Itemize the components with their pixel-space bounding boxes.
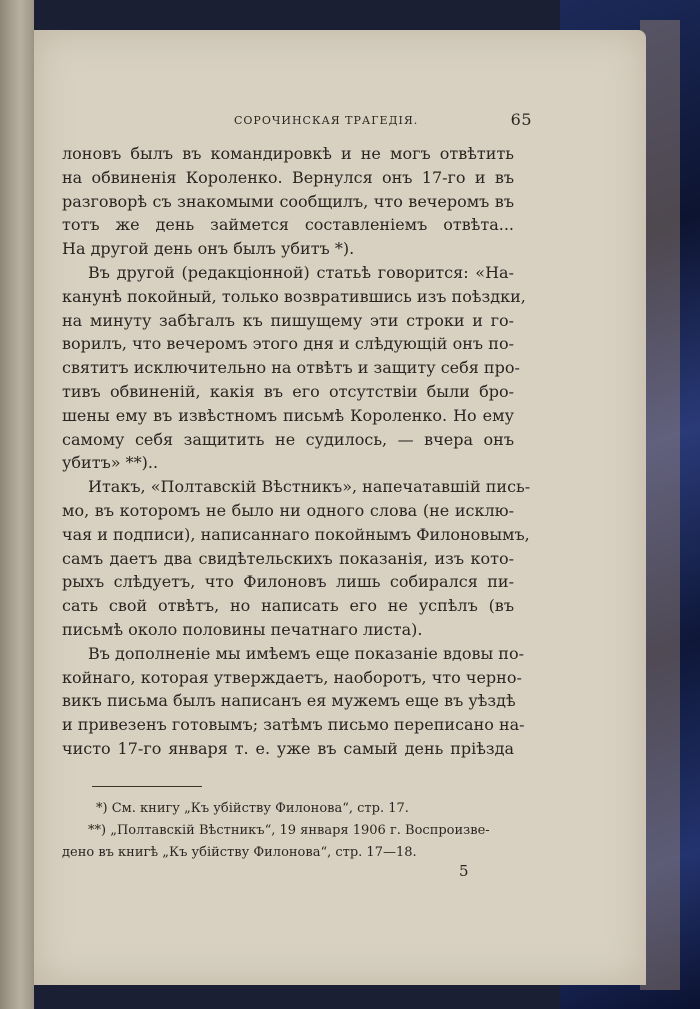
text-line: лоновъ былъ въ командировкѣ и не могъ отвѣтить: [62, 144, 514, 163]
text-line: тотъ же день займется составленіемъ отвѣта...: [62, 215, 514, 235]
running-title: СОРОЧИНСКАЯ ТРАГЕДІЯ.: [234, 114, 419, 127]
body-text: [62, 142, 531, 761]
text-line: сать свой отвѣтъ, но написать его не успѣлъ (въ: [62, 596, 514, 616]
text-line: Въ другой (редакціонной) статьѣ говорится: «На-: [88, 262, 514, 282]
text-line: рыхъ слѣдуетъ, что Филоновъ лишь собирался пи-: [62, 572, 514, 592]
text-line: тивъ обвиненій, какія въ его отсутствіи были бро-: [62, 381, 514, 401]
text-line: койнаго, которая утверждаетъ, наоборотъ, что черно-: [62, 667, 522, 687]
footnote-rule: [92, 786, 202, 787]
text-line: убитъ» **)..: [62, 453, 159, 473]
text-line: ворилъ, что вечеромъ этого дня и слѣдующій онъ по-: [62, 334, 514, 354]
text-line: викъ письма былъ написанъ ея мужемъ еще въ уѣздѣ: [62, 691, 516, 711]
text-line: мо, въ которомъ не было ни одного слова (не исклю-: [62, 500, 514, 520]
text-line: разговорѣ съ знакомыми сообщилъ, что вечеромъ въ: [62, 191, 514, 211]
text-line: на обвиненія Короленко. Вернулся онъ 17-го и въ: [62, 167, 514, 187]
text-line: чисто 17-го января т. е. уже въ самый день пріѣзда: [62, 738, 514, 758]
text-line: Итакъ, «Полтавскій Вѣстникъ», напечатавшій пись-: [88, 477, 531, 497]
left-page-edge: [0, 0, 34, 1009]
text-line: канунѣ покойный, только возвратившись изъ поѣздки,: [62, 286, 526, 306]
text-line: На другой день онъ былъ убитъ *).: [62, 239, 355, 259]
text-line: самому себя защитить не судилось, — вчера онъ: [62, 429, 514, 449]
cover-edge: [640, 20, 680, 990]
text-line: письмѣ около половины печатнаго листа).: [62, 619, 423, 639]
footnote-2-cont: дено въ книгѣ „Къ убійству Филонова“, стр. 17—18.: [62, 845, 417, 860]
text-line: Въ дополненіе мы имѣемъ еще показаніе вдовы по-: [88, 643, 524, 663]
page-header: [64, 110, 616, 134]
footnote-2: **) „Полтавскій Вѣстникъ“, 19 января 1906 г. Воспроизве-: [88, 823, 490, 838]
page-number: 65: [510, 110, 532, 129]
text-line: и привезенъ готовымъ; затѣмъ письмо переписано на-: [62, 715, 525, 735]
text-line: шены ему въ извѣстномъ письмѣ Короленко. Но ему: [62, 405, 514, 425]
text-line: святитъ исключительно на отвѣтъ и защиту себя про-: [62, 358, 520, 378]
footnote-1: *) См. книгу „Къ убійству Филонова“, стр. 17.: [96, 801, 409, 816]
footnotes: [62, 798, 514, 864]
text-line: самъ даетъ два свидѣтельскихъ показанія, изъ кото-: [62, 548, 514, 568]
printer-signature: 5: [459, 862, 469, 880]
text-line: на минуту забѣгалъ къ пишущему эти строки и го-: [62, 310, 514, 330]
book-page: [34, 30, 646, 985]
text-line: чая и подписи), написаннаго покойнымъ Филоновымъ,: [62, 524, 530, 544]
